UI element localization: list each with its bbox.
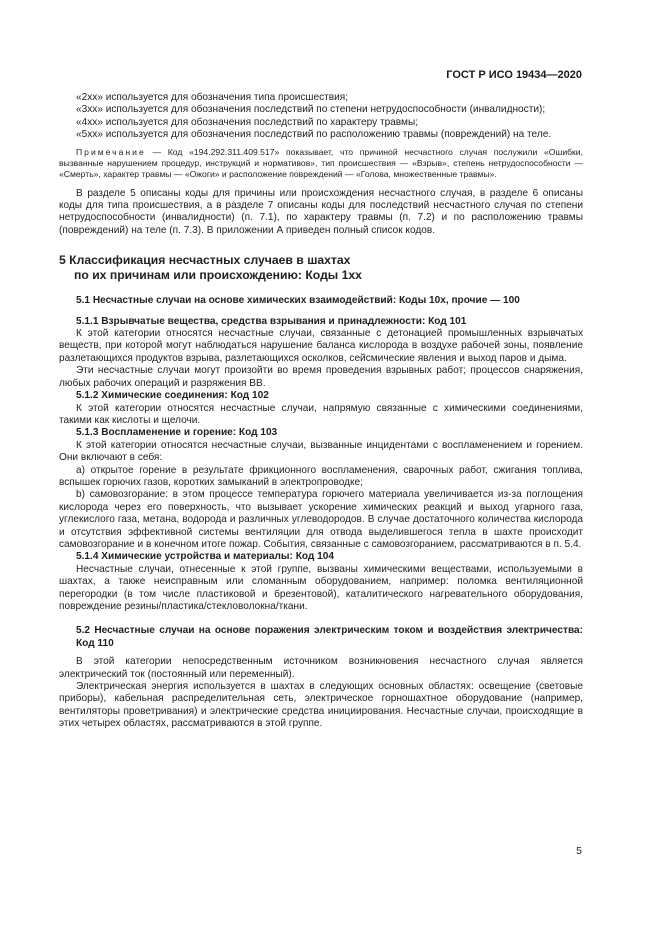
note-text: — Код «194.292.311.409.517» показывает, что причиной несчастного случая послужили «Ошибки, вызванные нарушением процедур, инструкций и нормативов», тип происшествия — «Взрыв», степень нетрудоспособности — «Смерть», характер травмы — «Ожоги» и расположение повреждений — «Голова, множественные травмы». [59,146,583,179]
note [59,147,583,180]
intro-line-3xx: «3xx» используется для обозначения последствий по степени нетрудоспособности (инвалидности); [76,104,546,116]
section-5-1-3-p1: К этой категории относятся несчастные случаи, вызванные инцидентами с воспламенением и горением. Они включают в себя: [59,439,583,464]
section-5-1-title: 5.1 Несчастные случаи на основе химических взаимодействий: Коды 10x, прочие — 100 [76,295,520,307]
intro-line-4xx: «4xx» используется для обозначения последствий по характеру травмы; [76,116,419,128]
section-5-1-3-item-a: а) открытое горение в результате фрикционного воспламенения, сварочных работ, сжигания топлива, вспышек горючих газов, коротких замыканий в электропроводке; [59,464,583,488]
section-5-1-3-item-b: b) самовозгорание: в этом процессе температура горючего материала увеличивается из-за поглощения кислорода через его поверхность, что вызывает ускорение химических реакций и выход угарного газа, углекислого газа, метана, водорода и различных углеводородов. В случае достаточного количества кислорода и отсутствия эффективной системы вентиляции для отвода выделившегося тепла в шахте происходит самовозгорание и в конечном итоге пожар. События, связанные с самовозгоранием, рассматриваются в п. 5.4. [59,489,583,550]
section-5-1-2-p1: К этой категории относятся несчастные случаи, напрямую связанные с химическими соединениями, такими как кислоты и щелочи. [59,402,583,426]
intro-line-2xx: «2xx» используется для обозначения типа происшествия; [76,92,349,103]
section-5-title: 5 Классификация несчастных случаев в шахтах по их причинам или происхождению: Коды 1xx [59,253,362,283]
section-5-2-p2: Электрическая энергия используется в шахтах в следующих основных областях: освещение (световые приборы), кабельная распределительная сеть, электрическое горношахтное оборудование (например, вентиляторы проветривания) и электрические средства инициирования. Несчастные случаи, происходящие в этих четырех областях, рассматриваются в этой группе. [59,681,583,730]
section-5-1-4-title: 5.1.4 Химические устройства и материалы: Код 104 [76,551,334,563]
section-5-1-2-title: 5.1.2 Химические соединения: Код 102 [76,390,269,402]
intro-line-5xx: «5xx» используется для обозначения последствий по расположению травмы (повреждений) на теле. [76,129,552,141]
section-5-1-1-p1: К этой категории относятся несчастные случаи, связанные с детонацией промышленных взрывчатых веществ, при которой могут наблюдаться нарушение баланса кислорода в воздухе рабочей зоны, появление разлетающихся продуктов взрыва, разлетающихся осколков, сейсмические явления и выход паров и дыма. [59,328,583,364]
page-number: 5 [576,845,582,857]
document-header: ГОСТ Р ИСО 19434—2020 [446,69,582,81]
note-label: Примечание [76,146,146,157]
document-body [59,92,583,731]
section-5-1-1-title: 5.1.1 Взрывчатые вещества, средства взрывания и принадлежности: Код 101 [76,315,467,327]
section-5-2-title: 5.2 Несчастные случаи на основе поражения электрическим током и воздействия электричества: Код 110 [76,625,583,649]
section-5-1-3-title: 5.1.3 Воспламенение и горение: Код 103 [76,427,278,439]
section-5-2-p1: В этой категории непосредственным источником возникновения несчастного случая является электрический ток (постоянный или переменный). [59,656,583,680]
section-5-1-4-p1: Несчастные случаи, отнесенные к этой группе, вызваны химическими веществами, используемыми в шахтах, а также неисправным или сломанным оборудованием, например: поломка вентиляционной перегородки (в том числе пластиковой и брезентовой), каталитического нагревательного оборудования, повреждение резины/пластика/стекловолокна/ткани. [59,563,583,612]
section-5-1-1-p2: Эти несчастные случаи могут произойти во время проведения взрывных работ; процессов снаряжения, любых рабочих операций и разряжения ВВ. [59,365,583,389]
summary-paragraph: В разделе 5 описаны коды для причины или происхождения несчастного случая, в разделе 6 описаны коды для типа происшествия, а в разделе 7 описаны коды для последствий несчастного случая по степени нетрудоспособности (инвалидности) (п. 7.1), по характеру травмы (п. 7.2) и по расположению травмы (повреждений) на теле (п. 7.3). В приложении А приведен полный список кодов. [59,187,583,236]
